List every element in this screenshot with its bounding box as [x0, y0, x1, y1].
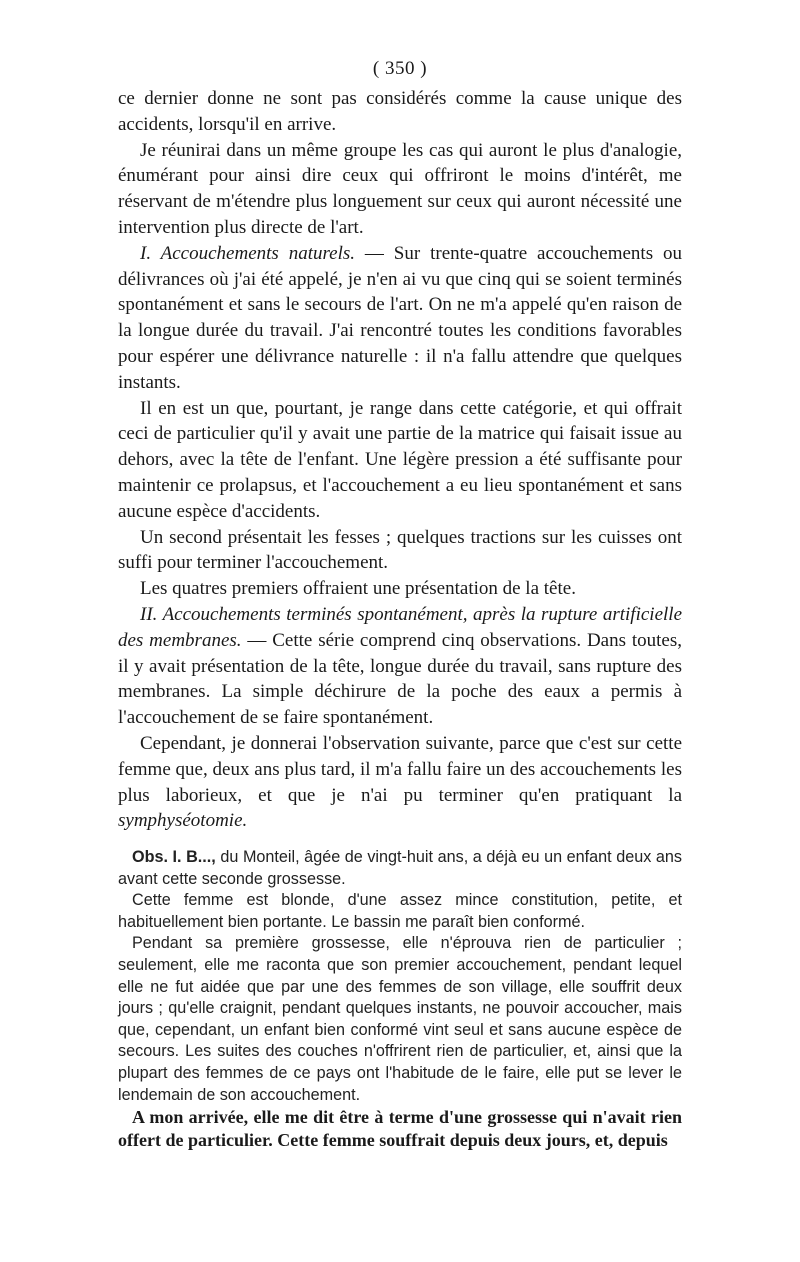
- italic-term: symphyséotomie.: [118, 810, 248, 832]
- section-paragraph: [118, 602, 682, 731]
- section-heading: II. Accouchements terminés spontanément, après la rupture artificielle des membranes.: [118, 603, 682, 651]
- paragraph-text: Cependant, je donnerai l'observation suivante, parce que c'est sur cette femme que, deux ans plus tard, il m'a fallu faire un des accouchements les plus laborieux, et que je n'ai pu terminer qu'en pratiquant la: [118, 732, 682, 806]
- observation-paragraph: [118, 1106, 682, 1152]
- paragraph-text: Un second présentait les fesses ; quelques tractions sur les cuisses ont suffi pour terminer l'accouchement.: [118, 526, 682, 574]
- paragraph: [118, 138, 682, 241]
- paragraph-text: — Sur trente-quatre accouchements ou délivrances où j'ai été appelé, je n'en ai vu que cinq qui se soient terminés spontanément et sans le secours de l'art. On ne m'a appelé qu'en raison de la longue durée du travail. J'ai rencontré toutes les conditions favorables pour espérer une délivrance naturelle : il n'a fallu attendre que quelques instants.: [118, 242, 682, 393]
- body-text: [118, 86, 682, 834]
- paragraph-text: du Monteil, âgée de vingt-huit ans, a déjà eu un enfant deux ans avant cette seconde grossesse.: [118, 848, 682, 888]
- observation-paragraph: [118, 847, 682, 890]
- paragraph: [118, 576, 682, 602]
- paragraph-text: — Cette série comprend cinq observations. Dans toutes, il y avait présentation de la tête, longue durée du travail, sans rupture des membranes. La simple déchirure de la poche des eaux a permis à l'accouchement de se faire spontanément.: [118, 629, 682, 729]
- observation-paragraph: [118, 933, 682, 1106]
- paragraph-text: Je réunirai dans un même groupe les cas qui auront le plus d'analogie, énumérant pour ainsi dire ceux qui offriront le moins d'intérêt, me réservant de m'étendre plus longuement sur ceux qui auront nécessité une intervention plus directe de l'art.: [118, 139, 682, 238]
- observation-label: Obs. I. B...,: [132, 848, 216, 867]
- section-paragraph: [118, 241, 682, 396]
- paragraph-text: Les quatres premiers offraient une présentation de la tête.: [140, 578, 576, 600]
- paragraph: [118, 525, 682, 577]
- paragraph: [118, 396, 682, 525]
- paragraph-text: Cette femme est blonde, d'une assez mince constitution, petite, et habituellement bien portante. Le bassin me paraît bien conformé.: [118, 891, 682, 931]
- paragraph-text: Il en est un que, pourtant, je range dans cette catégorie, et qui offrait ceci de particulier qu'il y avait une partie de la matrice qui faisait issue au dehors, avec la tête de l'enfant. Une légère pression a été suffisante pour maintenir ce prolapsus, et l'accouchement a eu lieu spontanément et sans aucune espèce d'accidents.: [118, 397, 682, 522]
- paragraph-text: A mon arrivée, elle me dit être à terme d'une grossesse qui n'avait rien offert de particulier. Cette femme souffrait depuis deux jours, et, depuis: [118, 1107, 682, 1151]
- observation-block: [118, 847, 682, 1152]
- paragraph-text: Pendant sa première grossesse, elle n'éprouva rien de particulier ; seulement, elle me raconta que son premier accouchement, pendant lequel elle ne fut aidée que par une des femmes de son village, elle souffrit deux jours ; qu'elle craignit, pendant quelques instants, ne pouvoir accoucher, mais que, cependant, un enfant bien conformé vint seul et sans aucune espèce de secours. Les suites des couches n'offrirent rien de particulier, et, ainsi que la plupart des femmes de ce pays ont l'habitude de le faire, elle put se lever le lendemain de son accouchement.: [118, 934, 682, 1104]
- section-heading: I. Accouchements naturels.: [140, 242, 356, 264]
- paragraph: [118, 86, 682, 138]
- paragraph-text: ce dernier donne ne sont pas considérés comme la cause unique des accidents, lorsqu'il en arrive.: [118, 88, 682, 135]
- page-number: ( 350 ): [372, 58, 428, 79]
- paragraph: [118, 731, 682, 834]
- observation-paragraph: [118, 890, 682, 933]
